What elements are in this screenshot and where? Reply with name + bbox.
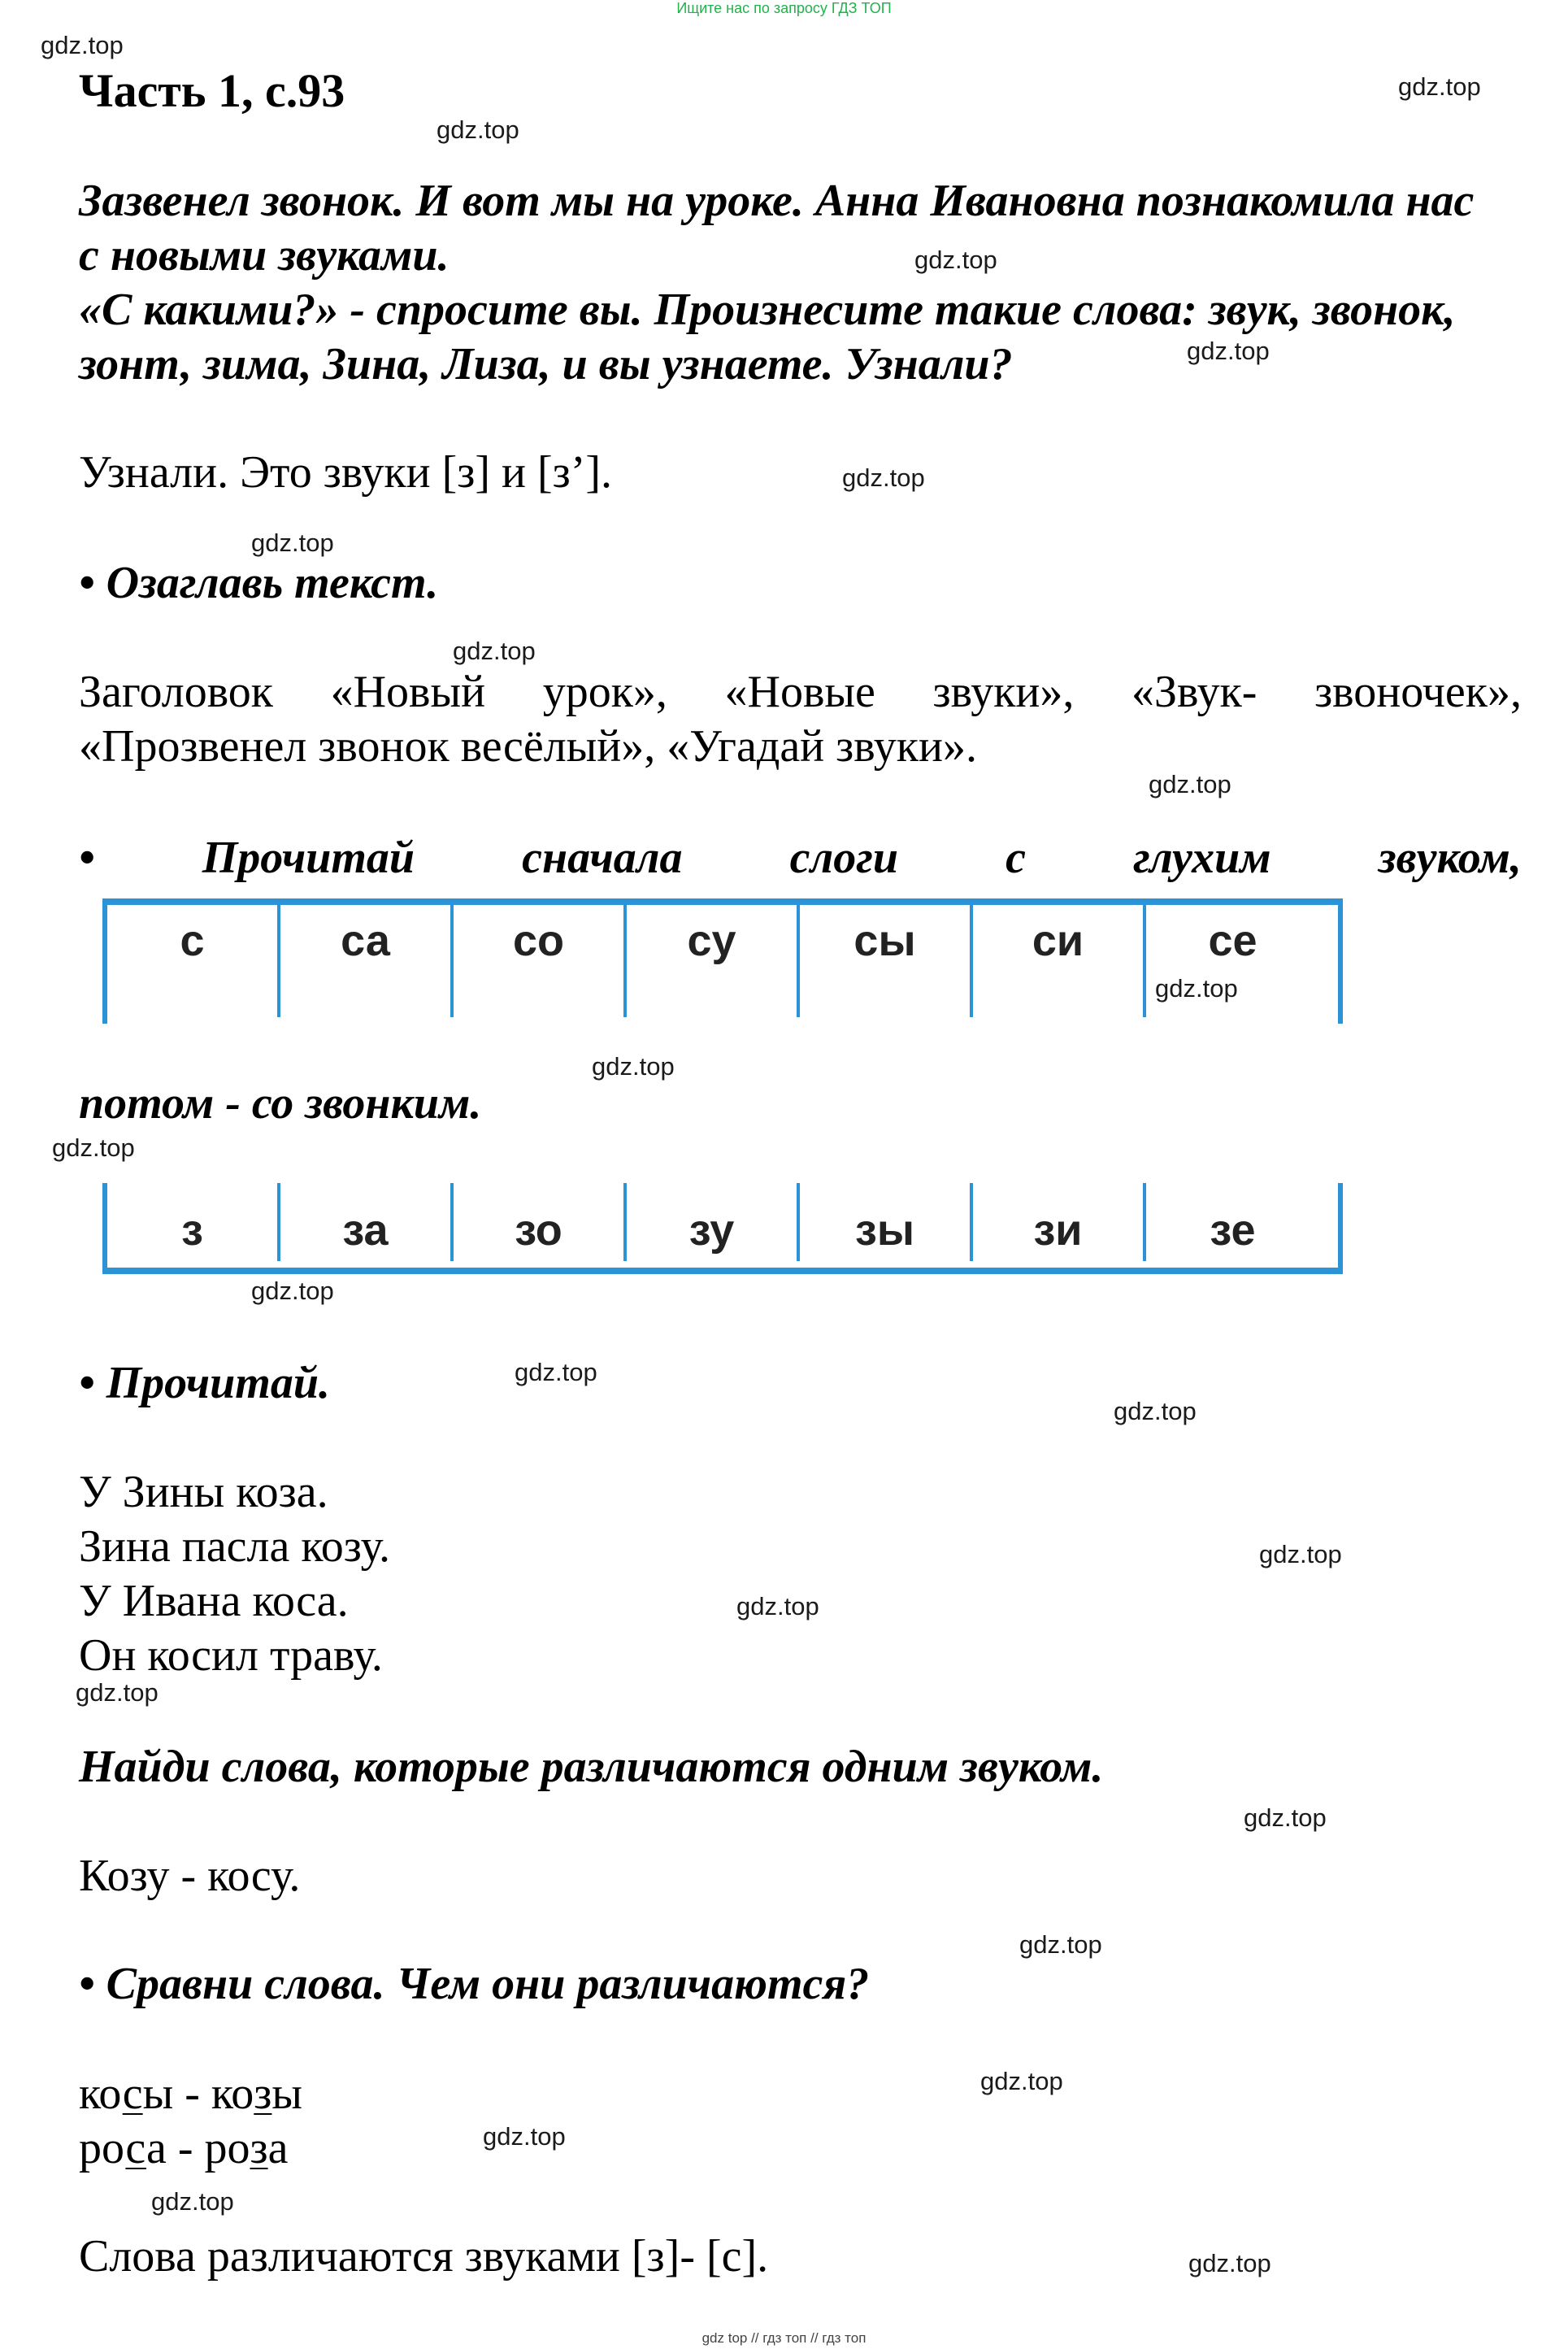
deaf-syllables-table <box>102 898 1343 1024</box>
syllable-cell: сы <box>800 905 973 1017</box>
intro-text <box>79 174 1522 392</box>
syllable-cell: з <box>107 1183 280 1261</box>
watermark: gdz.top <box>592 1052 675 1081</box>
answer-title-word: «Новые <box>724 667 875 717</box>
intro-line-4: зонт, зима, Зина, Лиза, и вы узнаете. Узнали? <box>79 339 1013 389</box>
watermark: gdz.top <box>1244 1803 1327 1832</box>
word-part: ко <box>211 2068 254 2119</box>
answer-title-line-1 <box>79 665 1522 720</box>
word-part: а <box>146 2123 167 2173</box>
answer-title-word: звуки», <box>932 667 1075 717</box>
syllable-cell: зо <box>454 1183 627 1261</box>
syllable-cell: зу <box>627 1183 800 1261</box>
watermark: gdz.top <box>736 1592 819 1620</box>
word-part: ро <box>79 2123 126 2173</box>
reading-line: У Ивана коса. <box>79 1576 349 1626</box>
pair-separator: - <box>173 2068 211 2119</box>
watermark: gdz.top <box>515 1358 597 1386</box>
intro-line-3: «С какими?» - спросите вы. Произнесите такие слова: звук, звонок, <box>79 285 1456 335</box>
watermark: gdz.top <box>483 2122 566 2151</box>
watermark: gdz.top <box>437 115 519 144</box>
compare-pair <box>79 2121 302 2176</box>
answer-compare: Слова различаются звуками [з]- [с]. <box>79 2231 769 2282</box>
watermark: gdz.top <box>1259 1540 1342 1568</box>
watermark: gdz.top <box>453 637 536 665</box>
watermark: gdz.top <box>1149 770 1231 798</box>
task-read-heading: • Прочитай. <box>79 1358 330 1408</box>
task-word: слоги <box>789 833 899 883</box>
syllable-cell: си <box>973 905 1146 1017</box>
task-word: с <box>1006 833 1026 883</box>
page-title: Часть 1, с.93 <box>79 64 345 117</box>
reading-text <box>79 1465 390 1683</box>
task-word: сначала <box>522 833 683 883</box>
word-part: ро <box>204 2123 250 2173</box>
watermark: gdz.top <box>1188 2249 1271 2277</box>
answer-title-line-2: «Прозвенел звонок весёлый», «Угадай звуки». <box>79 721 977 772</box>
answer-title-word: «Звук- <box>1131 667 1257 717</box>
word-part: ко <box>79 2068 123 2119</box>
watermark: gdz.top <box>842 463 925 492</box>
watermark: gdz.top <box>980 2067 1063 2095</box>
watermark: gdz.top <box>914 246 997 274</box>
watermark: gdz.top <box>251 529 334 557</box>
syllable-cell: са <box>280 905 454 1017</box>
answer-title-word: «Новый <box>330 667 486 717</box>
task-word: • <box>79 833 95 883</box>
answer-title-word: Заголовок <box>79 667 273 717</box>
compare-pairs <box>79 2067 302 2176</box>
syllable-cell: се <box>1208 916 1257 965</box>
syllable-cell: су <box>627 905 800 1017</box>
voiced-syllables-table <box>102 1183 1343 1274</box>
marked-letter: с <box>125 2123 146 2173</box>
reading-line: У Зины коза. <box>79 1467 328 1517</box>
word-part: ы <box>271 2068 303 2119</box>
answer-title-word: урок», <box>542 667 667 717</box>
word-part: а <box>267 2123 289 2173</box>
watermark: gdz.top <box>1187 337 1270 365</box>
pair-separator: - <box>166 2123 205 2173</box>
task-word: Прочитай <box>202 833 415 883</box>
syllable-cell: зи <box>973 1183 1146 1261</box>
watermark: gdz.top <box>1155 974 1238 1003</box>
watermark: gdz.top <box>1398 72 1481 101</box>
watermark: gdz.top <box>1019 1930 1102 1959</box>
word-part: ы <box>142 2068 174 2119</box>
compare-pair <box>79 2067 302 2121</box>
watermark: gdz.top <box>151 2187 234 2216</box>
task-find-heading: Найди слова, которые различаются одним звуком. <box>79 1742 1104 1792</box>
task-word: звуком, <box>1378 833 1522 883</box>
intro-line-1: Зазвенел звонок. И вот мы на уроке. Анна Ивановна познакомила нас <box>79 176 1475 226</box>
intro-line-2: с новыми звуками. <box>79 230 450 281</box>
watermark: gdz.top <box>52 1133 135 1162</box>
answer-sounds: Узнали. Это звуки [з] и [з’]. <box>79 447 613 498</box>
task-compare-heading: • Сравни слова. Чем они различаются? <box>79 1959 870 2009</box>
answer-title-word: звоночек», <box>1314 667 1522 717</box>
syllable-cell: зе <box>1210 1206 1256 1255</box>
then-voiced-heading: потом - со звонким. <box>79 1078 482 1129</box>
marked-letter: з <box>250 2123 268 2173</box>
task-word: глухим <box>1133 833 1271 883</box>
watermark: gdz.top <box>76 1678 159 1707</box>
top-note: Ищите нас по запросу ГДЗ ТОП <box>676 0 892 16</box>
task-title-heading: • Озаглавь текст. <box>79 558 439 608</box>
answer-find: Козу - косу. <box>79 1851 301 1901</box>
syllable-cell: зы <box>800 1183 973 1261</box>
reading-line: Он косил траву. <box>79 1630 383 1681</box>
footer-note: gdz top // гдз топ // гдз топ <box>701 2330 867 2346</box>
syllable-cell: с <box>107 905 280 1017</box>
marked-letter: з <box>254 2068 272 2119</box>
watermark: gdz.top <box>41 31 124 59</box>
watermark: gdz.top <box>251 1277 334 1305</box>
task-read-syllables-heading <box>79 831 1522 885</box>
syllable-cell: со <box>454 905 627 1017</box>
reading-line: Зина пасла козу. <box>79 1521 391 1572</box>
marked-letter: с <box>122 2068 143 2119</box>
syllable-cell: за <box>280 1183 454 1261</box>
watermark: gdz.top <box>1114 1397 1197 1425</box>
